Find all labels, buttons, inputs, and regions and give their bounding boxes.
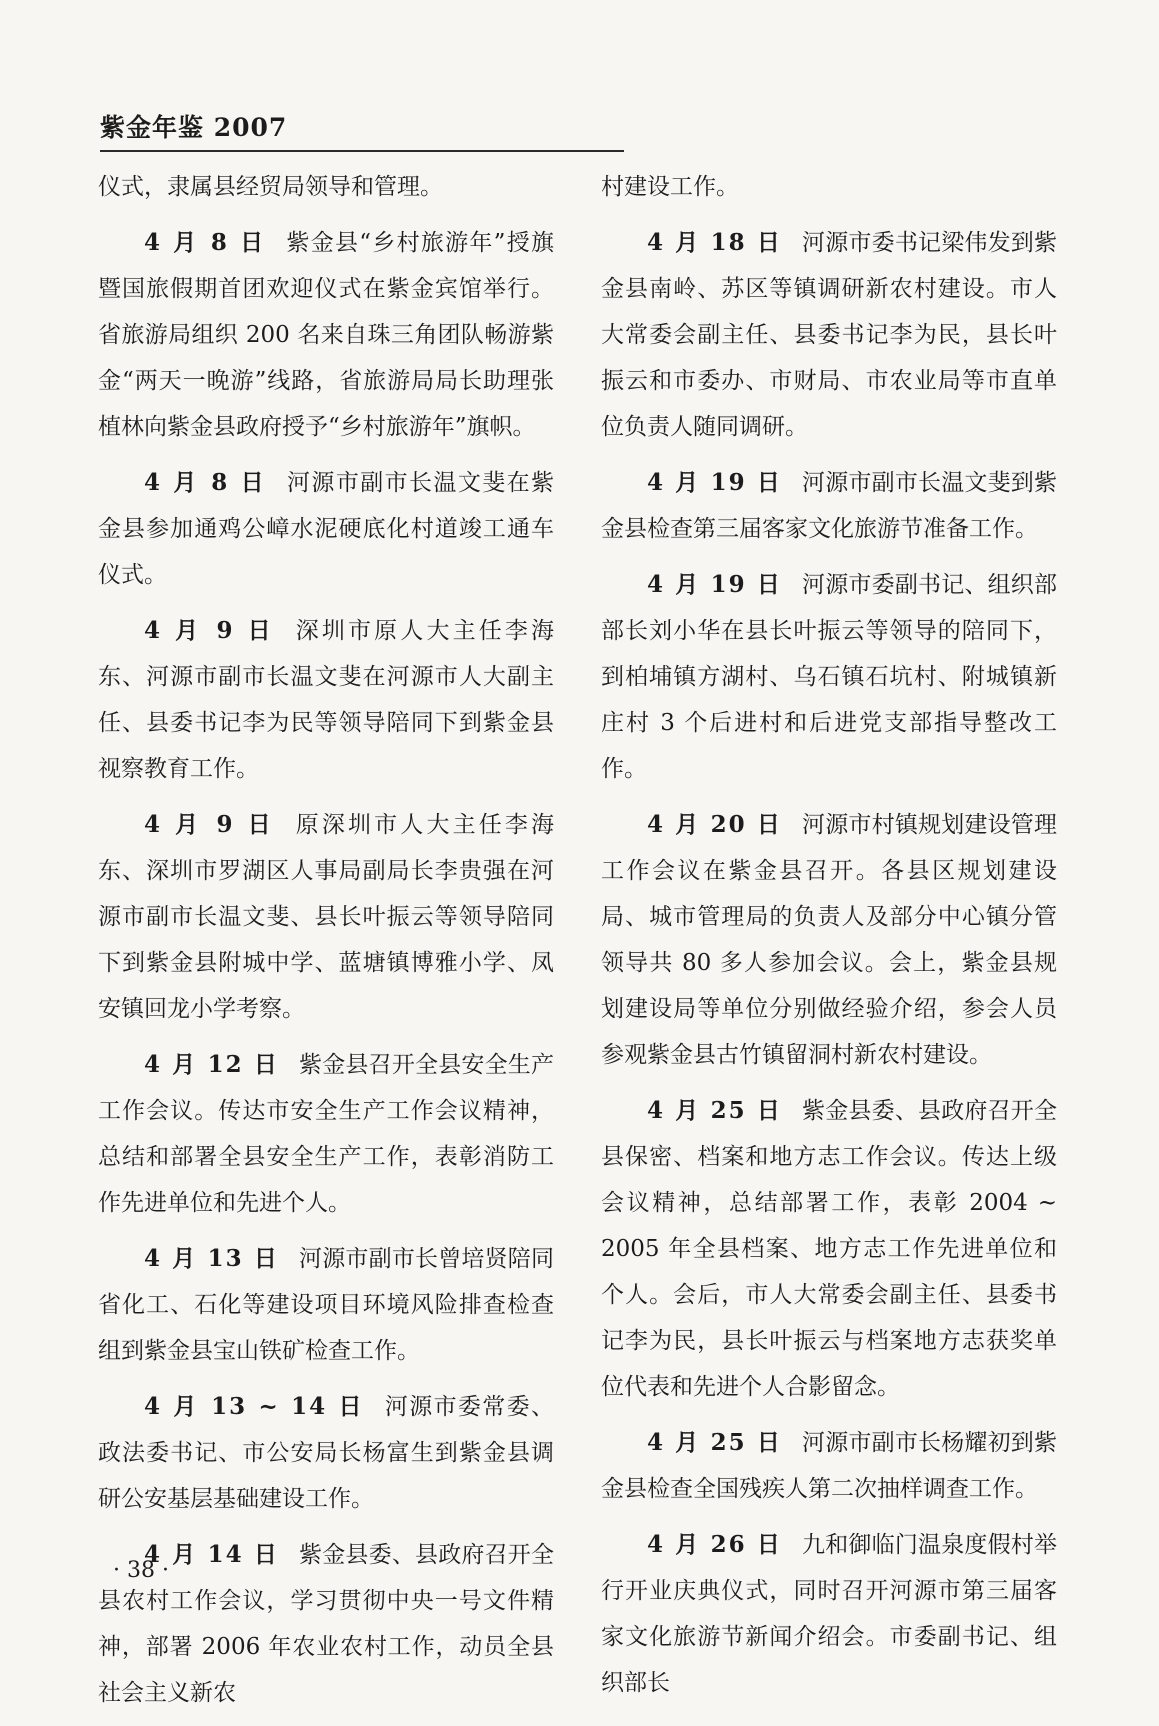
entry-text: 九和御临门温泉度假村举行开业庆典仪式，同时召开河源市第三届客家文化旅游节新闻介绍会。市委副书记、组织部长 (601, 1532, 1058, 1696)
chronicle-entry (601, 1088, 1057, 1410)
chronicle-entry (98, 1384, 554, 1522)
entry-date: 4 月 8 日 (144, 469, 268, 496)
chronicle-entry (601, 460, 1057, 552)
entry-text: 河源市委常委、政法委书记、市公安局长杨富生到紫金县调研公安基层基础建设工作。 (98, 1394, 554, 1512)
page-number: · 38 · (113, 1558, 169, 1583)
entry-text: 村建设工作。 (601, 174, 739, 200)
chronicle-entry (98, 460, 554, 598)
chronicle-entry (601, 1420, 1057, 1512)
entry-text: 紫金县委、县政府召开全县农村工作会议，学习贯彻中央一号文件精神，部署 2006 年农业农村工作，动员全县社会主义新农 (98, 1542, 555, 1706)
entry-date: 4 月 9 日 (144, 811, 276, 838)
entry-date: 4 月 19 日 (647, 469, 783, 496)
entry-date: 4 月 12 日 (144, 1051, 280, 1078)
chronicle-entry (601, 562, 1057, 792)
entry-text: 紫金县委、县政府召开全县保密、档案和地方志工作会议。传达上级会议精神，总结部署工作，表彰 2004 ~ 2005 年全县档案、地方志工作先进单位和个人。会后，市人大常委会副主任、县委书记李为民，县长叶振云与档案地方志获奖单位代表和先进个人合影留念。 (601, 1098, 1058, 1400)
right-column (601, 164, 1057, 1716)
entry-date: 4 月 13 日 (144, 1245, 280, 1272)
entry-date: 4 月 9 日 (144, 617, 276, 644)
chronicle-entry (98, 1236, 554, 1374)
entry-text: 河源市副市长温文斐在紫金县参加通鸡公嶂水泥硬底化村道竣工通车仪式。 (98, 470, 555, 588)
entry-text: 原深圳市人大主任李海东、深圳市罗湖区人事局副局长李贵强在河源市副市长温文斐、县长叶振云等领导陪同下到紫金县附城中学、蓝塘镇博雅小学、凤安镇回龙小学考察。 (98, 812, 554, 1022)
entry-date: 4 月 13 ~ 14 日 (144, 1393, 365, 1420)
entry-date: 4 月 18 日 (647, 229, 783, 256)
entry-text: 紫金县召开全县安全生产工作会议。传达市安全生产工作会议精神，总结和部署全县安全生产工作，表彰消防工作先进单位和先进个人。 (98, 1052, 555, 1216)
entry-text: 深圳市原人大主任李海东、河源市副市长温文斐在河源市人大副主任、县委书记李为民等领导陪同下到紫金县视察教育工作。 (98, 618, 554, 782)
entry-text: 河源市委书记梁伟发到紫金县南岭、苏区等镇调研新农村建设。市人大常委会副主任、县委书记李为民，县长叶振云和市委办、市财局、市农业局等市直单位负责人随同调研。 (601, 230, 1058, 440)
entry-date: 4 月 25 日 (647, 1097, 783, 1124)
entry-text: 仪式，隶属县经贸局领导和管理。 (98, 174, 443, 200)
chronicle-entry (601, 1522, 1057, 1706)
entry-date: 4 月 26 日 (647, 1531, 783, 1558)
chronicle-entry (98, 164, 554, 210)
chronicle-entry (98, 802, 554, 1032)
entry-date: 4 月 25 日 (647, 1429, 783, 1456)
entry-text: 河源市副市长曾培贤陪同省化工、石化等建设项目环境风险排查检查组到紫金县宝山铁矿检查工作。 (98, 1246, 555, 1364)
entry-date: 4 月 14 日 (144, 1541, 280, 1568)
entry-date: 4 月 20 日 (647, 811, 783, 838)
chronicle-entry (98, 608, 554, 792)
running-header: 紫金年鉴 2007 (100, 113, 288, 142)
chronicle-entry (601, 164, 1057, 210)
entry-date: 4 月 8 日 (144, 229, 267, 256)
chronicle-entry (601, 802, 1057, 1078)
entry-text: 河源市副市长温文斐到紫金县检查第三届客家文化旅游节准备工作。 (601, 470, 1058, 542)
entry-text: 河源市副市长杨耀初到紫金县检查全国残疾人第二次抽样调查工作。 (601, 1430, 1058, 1502)
chronicle-entry (98, 1042, 554, 1226)
entry-text: 河源市村镇规划建设管理工作会议在紫金县召开。各县区规划建设局、城市管理局的负责人及部分中心镇分管领导共 80 多人参加会议。会上，紫金县规划建设局等单位分别做经验介绍，参会人员参观紫金县古竹镇留洞村新农村建设。 (601, 812, 1058, 1068)
header-rule (100, 150, 624, 152)
entry-text: 紫金县“乡村旅游年”授旗暨国旅假期首团欢迎仪式在紫金宾馆举行。省旅游局组织 200 名来自珠三角团队畅游紫金“两天一晚游”线路，省旅游局局长助理张植林向紫金县政府授予“乡村旅游年”旗帜。 (98, 230, 554, 440)
entry-text: 河源市委副书记、组织部部长刘小华在县长叶振云等领导的陪同下，到柏埔镇方湖村、乌石镇石坑村、附城镇新庄村 3 个后进村和后进党支部指导整改工作。 (601, 572, 1058, 782)
chronicle-entry (98, 220, 554, 450)
chronicle-entry (601, 220, 1057, 450)
left-column (98, 164, 554, 1726)
entry-date: 4 月 19 日 (647, 571, 783, 598)
